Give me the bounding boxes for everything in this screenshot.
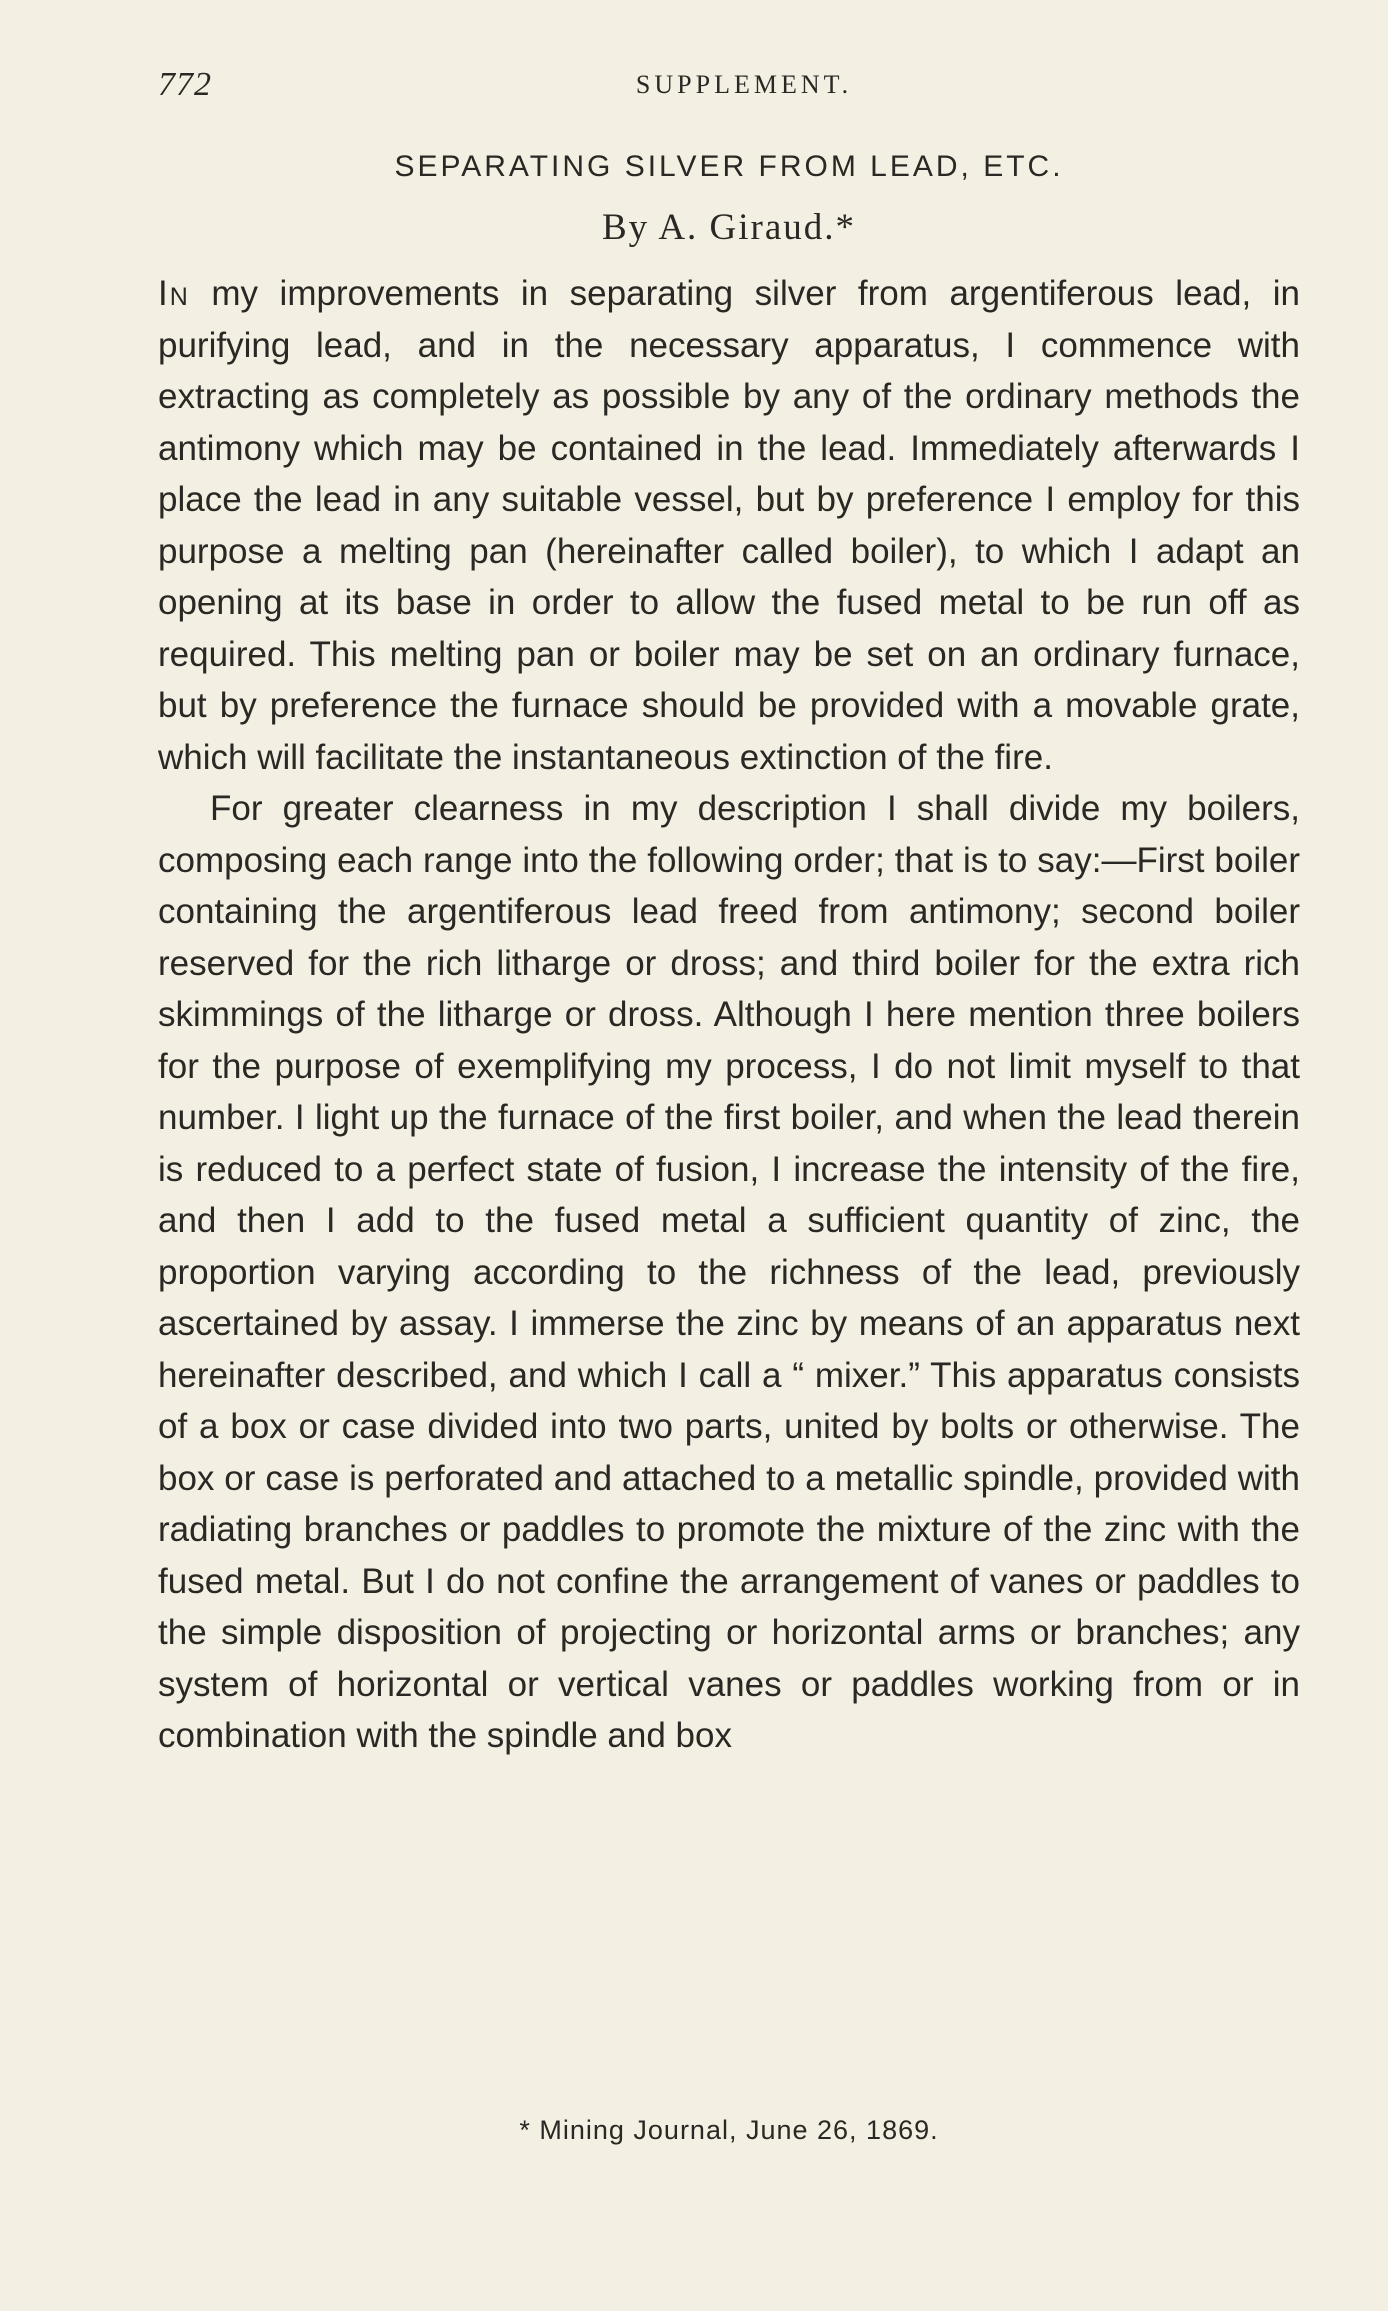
paragraph-1 xyxy=(158,268,1300,783)
page-number: 772 xyxy=(158,66,212,103)
article-body xyxy=(158,268,1300,1762)
article-byline: By A. Giraud.* xyxy=(601,207,857,248)
paragraph-1-text: my improvements in separating silver from argentiferous lead, in purifying lead, and in the necessary apparatus, I commence with extracting as completely as possible by any of the ordinary methods the antimony which may be contained in the lead. Immediately afterwards I place the lead in any suitable vessel, but by preference I employ for this purpose a melting pan (hereinafter called boiler), to which I adapt an opening at its base in order to allow the fused metal to be run off as required. This melting pan or boiler may be set on an ordinary furnace, but by preference the furnace should be provided with a movable grate, which will facilitate the instantaneous extinction of the fire. xyxy=(158,274,1300,777)
paragraph-lead-word: In xyxy=(158,274,190,313)
running-title: SUPPLEMENT. xyxy=(635,70,853,99)
running-head xyxy=(158,66,1300,106)
paragraph-2-text: For greater clearness in my description I shall divide my boilers, composing each range into the following order; that is to say:—First boiler containing the argentiferous lead freed from antimony; second boiler reserved for the rich litharge or dross; and third boiler for the extra rich skimmings of the litharge or dross. Although I here mention three boilers for the purpose of exemplifying my process, I do not limit myself to that number. I light up the furnace of the first boiler, and when the lead therein is reduced to a perfect state of fusion, I increase the intensity of the fire, and then I add to the fused metal a sufficient quantity of zinc, the proportion varying according to the richness of the lead, previously ascertained by assay. I immerse the zinc by means of an apparatus next hereinafter described, and which I call a “ mixer.” This apparatus consists of a box or case divided into two parts, united by bolts or otherwise. The box or case is perforated and attached to a metallic spindle, provided with radiating branches or paddles to promote the mixture of the zinc with the fused metal. But I do not confine the arrangement of vanes or paddles to the simple disposition of projecting or horizontal arms or branches; any system of horizontal or vertical vanes or paddles working from or in combination with the spindle and box xyxy=(158,789,1300,1755)
footnote: * Mining Journal, June 26, 1869. xyxy=(519,2115,939,2145)
article-title: SEPARATING SILVER FROM LEAD, ETC. xyxy=(394,150,1064,183)
paragraph-2 xyxy=(158,783,1300,1762)
